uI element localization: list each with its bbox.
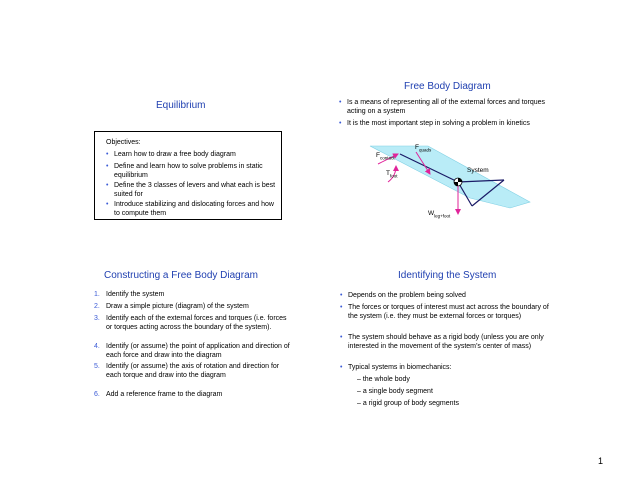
system-bullet: • The forces or torques of interest must act across the boundary of the system (i.e. they must be external forces or torques) — [340, 304, 549, 320]
bullet-icon: • — [340, 364, 343, 371]
slide2-title: Free Body Diagram — [404, 81, 491, 92]
system-bullet: • Typical systems in biomechanics: — [340, 364, 452, 371]
bullet-icon: • — [340, 334, 343, 341]
system-bullet: • Depends on the problem being solved — [340, 292, 466, 299]
page-number: 1 — [598, 456, 604, 466]
bullet-icon: • — [339, 99, 342, 106]
fbd-bullet: • Is a means of representing all of the external forces and torques acting on a system — [339, 99, 546, 115]
objective-item: • Define and learn how to solve problems in static equilibrium — [106, 163, 263, 179]
sub-item: – a rigid group of body segments — [357, 400, 459, 407]
fbd-bullet: • It is the most important step in solving a problem in kinetics — [339, 120, 530, 127]
w-leg-label: $W_{leg+foot}$ — [428, 210, 451, 219]
step-item: 5. Identify (or assume) the axis of rotation and direction for each torque and draw into the diagram — [94, 363, 280, 379]
system-bullet: • The system should behave as a rigid body (unless you are only interested in the movement of the system’s center of mass) — [340, 334, 544, 350]
bullet-icon: • — [106, 182, 109, 189]
step-item: 4. Identify (or assume) the point of application and direction of each force and draw into the diagram — [94, 343, 290, 359]
f-contact-label: $F_{contact}$ — [376, 152, 395, 161]
f-quads-label: $F_{quads}$ — [415, 144, 432, 153]
step-item: 6. Add a reference frame to the diagram — [94, 391, 223, 398]
sub-item: – a single body segment — [357, 388, 433, 395]
bullet-icon: • — [340, 304, 343, 311]
objective-item: • Introduce stabilizing and dislocating forces and how to compute them — [106, 201, 274, 217]
step-item: 3. Identify each of the external forces and torques (i.e. forces or torques acting across the boundary of the system). — [94, 315, 287, 331]
bullet-icon: • — [106, 151, 109, 158]
bullet-icon: • — [340, 292, 343, 299]
step-item: 2. Draw a simple picture (diagram) of the system — [94, 303, 249, 310]
slide3-title: Constructing a Free Body Diagram — [104, 270, 258, 281]
system-label: System — [467, 167, 489, 174]
free-body-diagram-figure — [340, 138, 550, 220]
slide1-title: Equilibrium — [156, 100, 206, 111]
objectives-heading: Objectives: — [106, 139, 141, 146]
bullet-icon: • — [339, 120, 342, 127]
objective-item: • Learn how to draw a free body diagram — [106, 151, 236, 158]
sub-item: – the whole body — [357, 376, 410, 383]
t-foot-label: $T_{foot}$ — [386, 170, 398, 179]
bullet-icon: • — [106, 201, 109, 208]
objective-item: • Define the 3 classes of levers and what each is best suited for — [106, 182, 276, 198]
bullet-icon: • — [106, 163, 109, 170]
step-item: 1. Identify the system — [94, 291, 165, 298]
slide4-title: Identifying the System — [398, 270, 497, 281]
